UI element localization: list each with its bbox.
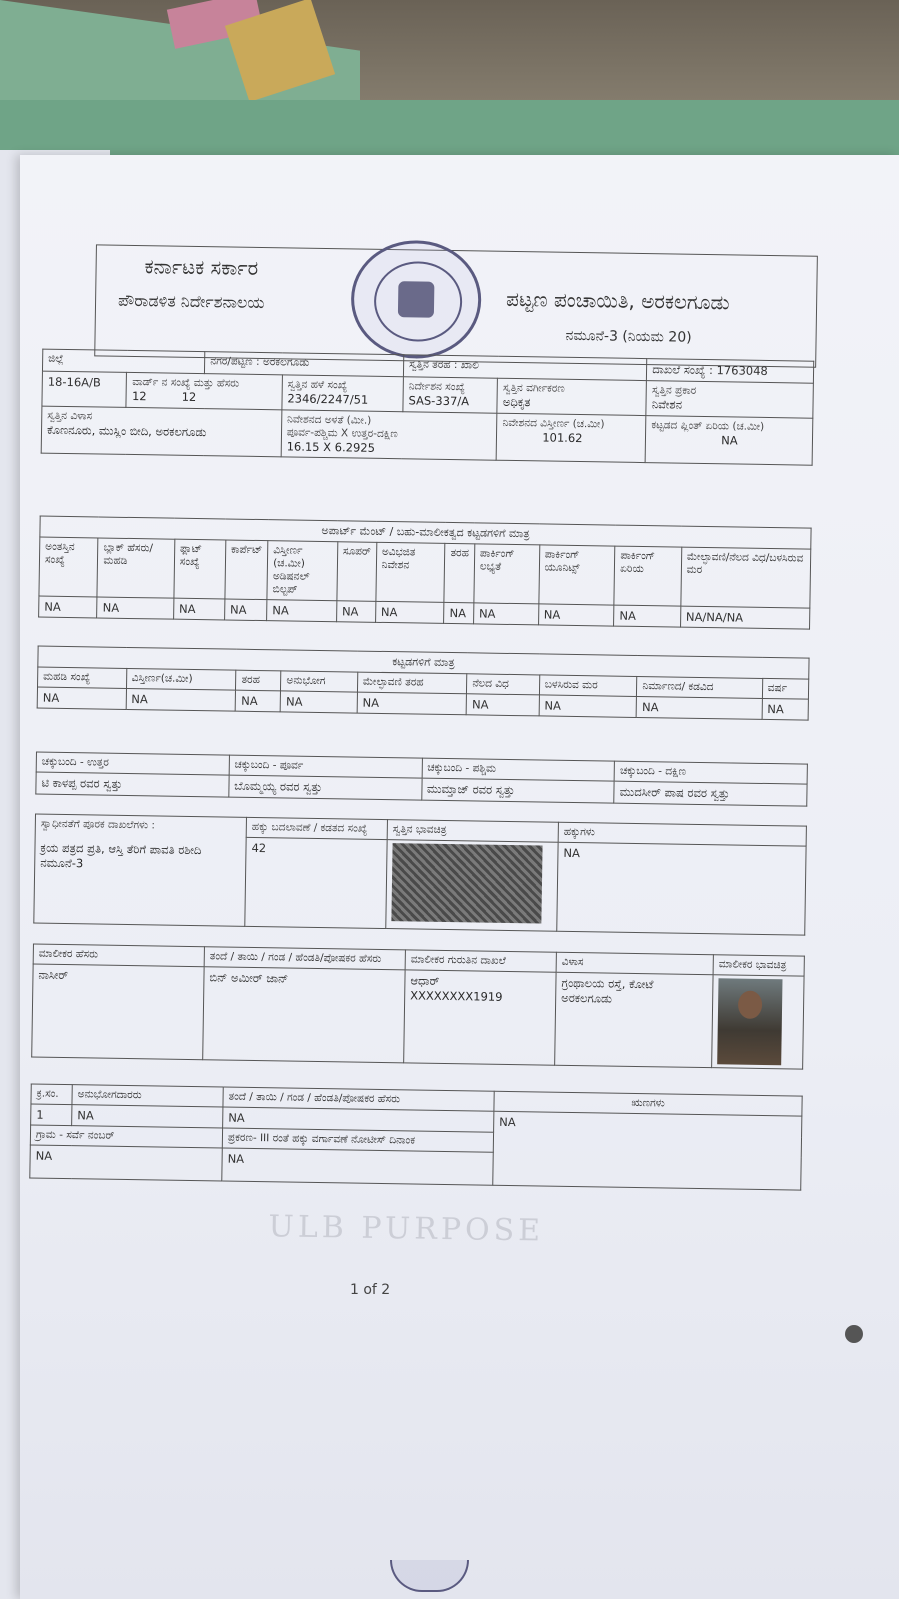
classification-label: ಸ್ವತ್ತಿನ ವರ್ಗೀಕರಣ (502, 381, 565, 395)
owner-name: ನಾಸೀರ್ (32, 964, 204, 1060)
old-number-value: 2346/2247/51 (287, 391, 369, 407)
boundary-south-value: ಮುದಸೀರ್ ಪಾಷ ರವರ ಸ್ವತ್ತು (614, 781, 807, 806)
boundary-north-label: ಚಕ್ಕುಬಂದಿ - ಉತ್ತರ (36, 752, 229, 775)
building-cell: NA (236, 690, 281, 712)
apartment-cell: NA (267, 600, 337, 622)
building-cell: NA (37, 687, 126, 709)
reg-number-cell (403, 377, 498, 413)
building-col-5: ಮೇಲ್ಛಾವಣಿ ತರಹ (357, 672, 467, 694)
site-dimension-sub: ಪೂರ್ವ-ಪಶ್ಚಿಮ X ಉತ್ತರ-ದಕ್ಷಿಣ (286, 426, 398, 441)
document-header (94, 244, 818, 367)
site-dimension-cell (281, 410, 497, 460)
owner-photo-cell (712, 975, 804, 1069)
documents-table (33, 814, 807, 936)
building-col-2: ವಿಸ್ತೀರ್ಣ(ಚ.ಮೀ) (126, 668, 236, 690)
building-cell: NA (357, 692, 467, 715)
occupant-label: ಅನುಭೋಗದಾರರು (72, 1085, 223, 1107)
owner-photo (717, 978, 782, 1065)
form-3-document (0, 243, 899, 1249)
owner-id-cell (404, 970, 556, 1065)
property-type: ಸ್ವತ್ತಿನ ತರಹ : ಖಾಲಿ (403, 355, 647, 381)
apartment-col-11: ಪಾರ್ಕಿಂಗ್ ಏರಿಯ (614, 546, 681, 606)
owner-photo-label: ಮಾಲೀಕರ ಭಾವಚಿತ್ರ (713, 955, 804, 976)
official-seal (350, 239, 482, 359)
ulb-name: ಪಟ್ಟಣ ಪಂಚಾಯಿತಿ, ಅರಕಲಗೂಡು (505, 286, 730, 315)
apartment-col-10: ಪಾರ್ಕಿಂಗ್ ಯೂನಿಟ್ಸ್ (539, 545, 616, 605)
boundary-north-value: ಟಿ ಕಾಳಪ್ಪ ರವರ ಸ್ವತ್ತು (36, 772, 229, 797)
boundary-east-label: ಚಕ್ಕುಬಂದಿ - ಪೂರ್ವ (229, 755, 422, 778)
old-number-label: ಸ್ವತ್ತಿನ ಹಳೆ ಸಂಖ್ಯೆ (287, 378, 348, 392)
apartment-col-4: ಕಾರ್ಪೆಟ್ (225, 540, 268, 600)
docs-label: ಸ್ವಾಧೀನತೆಗೆ ಪೂರಕ ದಾಖಲೆಗಳು : (40, 817, 156, 832)
building-cell: NA (636, 696, 762, 719)
owner-relation-label: ತಂದೆ / ತಾಯಿ / ಗಂಡ / ಹೆಂಡತಿ/ಪೋಷಕರ ಹೆಸರು (204, 947, 405, 970)
building-col-8: ನಿರ್ಮಾಣದ/ ಕಡವಿದ (637, 676, 763, 698)
property-photo (391, 843, 542, 923)
notice-label: ಪ್ರಕರಣ- III ರಂತೆ ಹಕ್ಕು ವರ್ಗಾವಣೆ ನೋಟೀಸ್ ದಿನಾಂಕ (222, 1128, 493, 1152)
building-cell: NA (539, 695, 637, 718)
property-photo-cell (386, 840, 558, 932)
building-cell: NA (466, 694, 539, 716)
owner-relation: ಬಿನ್ ಅಮೀರ್ ಜಾನ್ (203, 967, 405, 1063)
boundary-west-label: ಚಕ್ಕುಬಂದಿ - ಪಶ್ಚಿಮ (422, 758, 615, 781)
city-label: ನಗರ/ಪಟ್ಟಣ : ಅರಕಲಗೂಡು (205, 352, 404, 377)
site-dimension-label: ನಿವೇಶನದ ಅಳತೆ (ಮೀ.) (286, 413, 372, 427)
apartment-title: ಅಪಾರ್ಟ್ ಮೆಂಟ್ / ಬಹು-ಮಾಲೀಕತ್ವದ ಕಟ್ಟಡಗಳಿಗೆ ಮಾತ್ರ (40, 516, 811, 549)
boundaries-table (35, 752, 808, 807)
building-col-1: ಮಹಡಿ ಸಂಖ್ಯೆ (38, 667, 127, 688)
apartment-col-5: ವಿಸ್ತೀರ್ಣ (ಚ.ಮೀ) ಅಡಿಷನಲ್ ಬಿಲ್ಟಪ್ (267, 541, 338, 601)
apartment-cell: NA (97, 597, 174, 619)
rights-label: ಹಕ್ಕುಗಳು (558, 822, 806, 846)
apartment-cell: NA (375, 601, 444, 623)
owner-address: ಗ್ರಂಥಾಲಯ ರಸ್ತೆ, ಕೋಟೆ ಅರಕಲಗೂಡು (555, 972, 713, 1067)
apartment-col-6: ಸೂಪರ್ (337, 542, 377, 602)
property-address-value: ಕೊಣನೂರು, ಮುಸ್ಲಿಂ ಬೀದಿ, ಅರಕಲಗೂಡು (46, 422, 207, 440)
mutation-label: ಹಕ್ಕು ಬದಲಾವಣೆ / ಕಡತದ ಸಂಖ್ಯೆ (251, 820, 368, 835)
mutation-label-cell (246, 817, 387, 839)
address-cell (41, 406, 282, 457)
docs-value: ಕ್ರಯ ಪತ್ರದ ಪ್ರತಿ, ಆಸ್ತಿ ತೆರಿಗೆ ಪಾವತಿ ರಶೀದಿ ನಮೂನೆ-3 (40, 840, 202, 871)
mutation-value: 42 (245, 837, 387, 928)
boundary-west-value: ಮುಮ್ತಾಜ್ ರವರ ಸ್ವತ್ತು (421, 778, 614, 803)
apartment-cell: NA (336, 601, 375, 623)
boundary-east-value: ಬೊಮ್ಮಯ್ಯ ರವರ ಸ್ವತ್ತು (229, 775, 422, 800)
loans-value: NA (493, 1111, 802, 1190)
ink-spot (845, 1325, 863, 1343)
boundary-south-label: ಚಕ್ಕುಬಂದಿ - ದಕ್ಷಿಣ (614, 761, 807, 784)
plinth-cell (645, 416, 812, 466)
apartment-cell: NA (39, 596, 98, 618)
page-number: 1 of 2 (350, 1282, 391, 1298)
kind-cell (646, 381, 813, 419)
ward-label: ವಾರ್ಡ್ ನ ಸಂಖ್ಯೆ ಮತ್ತು ಹೆಸರು (132, 375, 240, 390)
occupant-table (29, 1083, 802, 1190)
owner-id-type: ಆಧಾರ್ (410, 973, 440, 988)
serial-number: 1 (31, 1104, 72, 1126)
id-value: 18-16A/B (42, 371, 127, 407)
occupant-relation-label: ತಂದೆ / ತಾಯಿ / ಗಂಡ / ಹೆಂಡತಿ/ಪೋಷಕರ ಹೆಸರು (223, 1087, 494, 1111)
plinth-label: ಕಟ್ಟಡದ ಪ್ಲಿಂತ್ ಏರಿಯ (ಚ.ಮೀ) (651, 419, 765, 433)
classification-value: ಅಧಿಕೃತ (502, 394, 531, 410)
building-cell: NA (126, 688, 236, 711)
kind-value: ನಿವೇಶನ (651, 397, 683, 412)
apartment-cell: NA (173, 598, 224, 620)
apartment-col-1: ಅಂತಸ್ತಿನ ಸಂಖ್ಯೆ (39, 537, 98, 597)
building-table (37, 646, 810, 721)
apartment-col-2: ಬ್ಲಾಕ್ ಹೆಸರು/ ಮಹಡಿ (97, 538, 174, 598)
site-area-cell (496, 413, 646, 462)
owner-id-label: ಮಾಲೀಕರ ಗುರುತಿನ ದಾಖಲೆ (405, 950, 556, 972)
ward-cell (126, 372, 282, 409)
owner-table (31, 944, 805, 1070)
reg-number-label: ನಿರ್ದೇಶನ ಸಂಖ್ಯೆ (408, 380, 466, 394)
apartment-table (38, 516, 812, 630)
apartment-col-3: ಫ್ಲಾಟ್ ಸಂಖ್ಯೆ (174, 539, 226, 599)
site-area-value: 101.62 (542, 430, 583, 446)
apartment-cell: NA/NA/NA (680, 606, 810, 629)
plinth-value: NA (721, 433, 738, 448)
government-title: ಕರ್ನಾಟಕ ಸರ್ಕಾರ (144, 254, 259, 280)
building-col-3: ತರಹ (236, 670, 281, 691)
directorate-title: ಪೌರಾಡಳಿತ ನಿರ್ದೇಶನಾಲಯ (117, 290, 265, 313)
building-cell: NA (280, 691, 357, 713)
apartment-cell: NA (538, 604, 614, 626)
survey-value: NA (30, 1145, 222, 1181)
building-col-7: ಬಳಸಿರುವ ಮರ (539, 675, 637, 697)
apartment-cell: NA (473, 603, 538, 625)
old-number-cell (282, 375, 404, 412)
loans-label: ಋಣಗಳು (494, 1091, 802, 1116)
site-dimension-value: 16.15 X 6.2925 (286, 439, 376, 455)
building-col-6: ನೆಲದ ವಿಧ (467, 674, 540, 695)
rights-value: NA (557, 842, 806, 935)
form-name: ನಮೂನೆ-3 (ನಿಯಮ 20) (565, 327, 692, 346)
serial-label: ಕ್ರ.ಸಂ. (31, 1084, 72, 1105)
building-col-9: ವರ್ಷ (762, 678, 809, 699)
building-title: ಕಟ್ಟಡಗಳಿಗೆ ಮಾತ್ರ (38, 646, 809, 679)
occupant-relation-value: NA (223, 1107, 494, 1132)
record-number: ದಾಖಲೆ ಸಂಖ್ಯೆ : 1763048 (647, 359, 814, 384)
classification-cell (497, 378, 647, 415)
site-area-label: ನಿವೇಶನದ ವಿಸ್ತೀರ್ಣ (ಚ.ಮೀ) (502, 416, 605, 431)
ward-number: 12 (131, 388, 147, 404)
occupant-value: NA (72, 1105, 223, 1128)
docs-cell (34, 814, 247, 926)
apartment-area-group: ವಿಸ್ತೀರ್ಣ (ಚ.ಮೀ) (273, 544, 305, 570)
property-address-label: ಸ್ವತ್ತಿನ ವಿಳಾಸ (47, 409, 93, 423)
reg-number-value: SAS-337/A (408, 393, 470, 409)
apartment-col-7: ಅವಿಭಜಿತ ನಿವೇಶನ (376, 542, 446, 602)
property-photo-label: ಸ್ವತ್ತಿನ ಭಾವಚಿತ್ರ (387, 820, 558, 843)
building-cell: NA (762, 698, 809, 720)
apartment-cell: NA (224, 599, 267, 621)
apartment-cell: NA (444, 602, 474, 623)
ward-name: 12 (181, 389, 197, 405)
notice-value: NA (222, 1148, 493, 1185)
apartment-col-9: ಪಾರ್ಕಿಂಗ್ ಲಭ್ಯತೆ (474, 544, 540, 604)
watermark: ULB PURPOSE (268, 1209, 545, 1249)
district-label: ಜಿಲ್ಲೆ (42, 349, 204, 374)
apartment-cell: NA (614, 605, 681, 627)
apartment-col-8: ತರಹ (444, 543, 474, 602)
kind-label: ಸ್ವತ್ತಿನ ಪ್ರಕಾರ (651, 384, 697, 397)
property-details-table (41, 349, 815, 466)
apartment-col-12: ಮೇಲ್ಛಾವಣಿ/ನೆಲದ ವಿಧ/ಬಳಸಿರುವ ಮರ (681, 547, 811, 608)
building-col-4: ಅನುಭೋಗ (281, 671, 358, 692)
owner-id-value: XXXXXXXX1919 (410, 988, 503, 1004)
survey-label: ಗ್ರಾಮ - ಸರ್ವೆ ನಂಬರ್ (30, 1125, 222, 1148)
owner-name-label: ಮಾಲೀಕರ ಹೆಸರು (33, 944, 204, 967)
owner-address-label: ವಿಳಾಸ (556, 952, 713, 974)
